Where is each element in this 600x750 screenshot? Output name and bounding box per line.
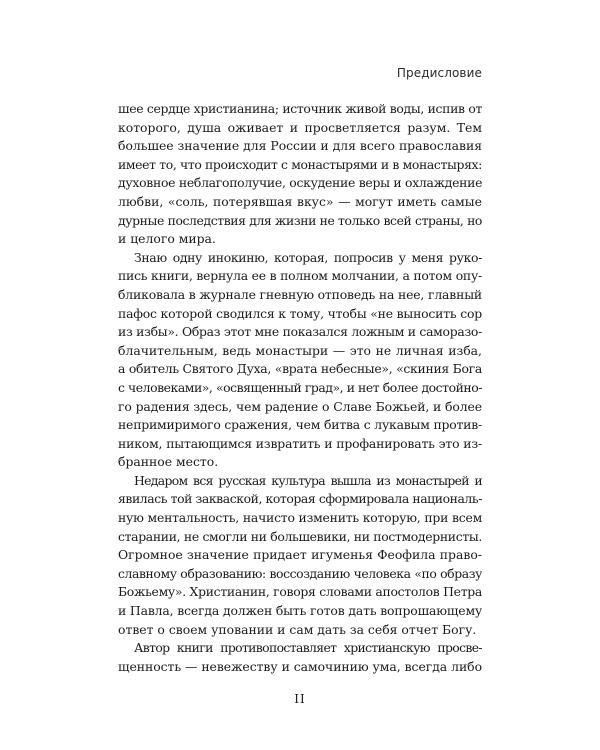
text-line: ником, пытающимся извратить и профанировать это из- <box>118 435 482 451</box>
text-line: блачительным, ведь монастыри — это не личная изба, <box>118 342 482 358</box>
text-line: пафос которой сводился к тому, чтобы «не выносить сор <box>118 305 482 321</box>
text-line: щенность — невежеству и самочинию ума, всегда либо <box>118 658 482 674</box>
paragraph-4 <box>118 639 482 676</box>
text-line: Недаром вся русская культура вышла из монастырей и <box>134 472 482 488</box>
text-line: Автор книги противопоставляет христианскую просве- <box>134 640 482 656</box>
text-line: и Павла, всегда должен быть готов дать вопрошающему <box>118 603 482 619</box>
paragraph-3 <box>118 472 482 639</box>
text-line: непримиримого сражения, чем битва с лукавым против- <box>118 417 482 433</box>
paragraph-1 <box>118 100 482 249</box>
text-line: большее значение для России и для всего православия <box>118 138 482 154</box>
text-line: Божьему». Христианин, говоря словами апостолов Петра <box>118 584 482 600</box>
text-line: ответ о своем уповании и сам дать за себя отчет Богу. <box>118 621 477 637</box>
text-line: а обитель Святого Духа, «врата небесные», «скиния Бога <box>118 361 482 377</box>
text-line: славному образованию: воссозданию человека «по образу <box>118 565 482 581</box>
text-line: из избы». Образ этот мне показался ложным и саморазо- <box>118 324 482 340</box>
text-line: любви, «соль, потерявшая вкус» — могут иметь самые <box>118 193 482 209</box>
running-head: Предисловие <box>396 66 482 80</box>
text-line: духовное неблагополучие, оскудение веры и охлаждение <box>118 175 482 191</box>
text-line: бликовала в журнале гневную отповедь на нее, главный <box>118 286 482 302</box>
text-line: с человеками», «освященный град», и нет более достойно- <box>118 379 482 395</box>
text-line: ную ментальность, начисто изменить которую, при всем <box>118 510 482 526</box>
body-text <box>118 100 482 676</box>
text-line: которого, душа оживает и просветляется разум. Тем <box>118 119 482 135</box>
text-line: Огромное значение придает игуменья Феофила право- <box>118 547 482 563</box>
text-line: имеет то, что происходит с монастырями и в монастырях: <box>118 156 482 172</box>
paragraph-2 <box>118 249 482 472</box>
text-line: бранное место. <box>118 454 219 470</box>
page-number: II <box>294 692 306 706</box>
text-line: явилась той закваской, которая сформировала националь- <box>118 491 482 507</box>
text-line: Знаю одну инокиню, которая, попросив у меня руко- <box>134 249 482 265</box>
text-line: и целого мира. <box>118 231 216 247</box>
text-line: пись книги, вернула ее в полном молчании, а потом опу- <box>118 268 482 284</box>
text-line: дурные последствия для жизни не только всей страны, но <box>118 212 482 228</box>
text-line: старании, не смогли ни большевики, ни постмодернисты. <box>118 528 482 544</box>
text-line: го радения здесь, чем радение о Славе Божьей, и более <box>118 398 482 414</box>
text-line: шее сердце христианина; источник живой воды, испив от <box>118 101 482 116</box>
